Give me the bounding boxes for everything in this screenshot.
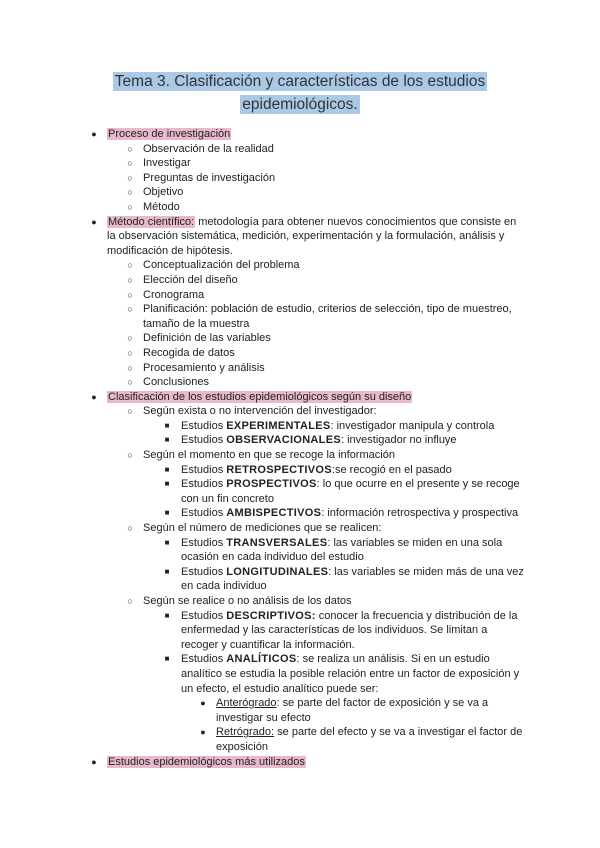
paragraph-line: modificación de hipótesis. bbox=[107, 244, 233, 257]
title-line-2: epidemiológicos. bbox=[242, 96, 358, 113]
section-heading: Clasificación de los estudios epidemiológicos según su diseño bbox=[108, 390, 412, 403]
list-item: ○ Recogida de datos bbox=[0, 346, 600, 361]
bullet-square-icon: ■ bbox=[164, 537, 170, 547]
bullet-circle-icon: ○ bbox=[127, 201, 133, 212]
list-item-continuation: un efecto, el estudio analítico puede ser: bbox=[181, 682, 379, 695]
list-item-continuation: investigar su efecto bbox=[216, 711, 311, 724]
section-clasificacion bbox=[0, 390, 600, 405]
list-item: ○ Conclusiones bbox=[0, 375, 600, 390]
bullet-circle-icon: ○ bbox=[127, 596, 133, 606]
list-item: ■ Estudios PROSPECTIVOS: lo que ocurre en el presente y se recoge bbox=[0, 477, 600, 492]
bullet-circle-icon: ○ bbox=[127, 260, 133, 271]
bullet-disc-icon: ● bbox=[91, 129, 97, 139]
list-item-continuation: tamaño de la muestra bbox=[143, 317, 250, 330]
section-estudios-utilizados bbox=[0, 755, 600, 770]
section-heading: Proceso de investigación bbox=[108, 128, 231, 140]
list-item: ○ Según el número de mediciones que se realicen: bbox=[0, 521, 600, 536]
bullet-square-icon: ■ bbox=[164, 420, 170, 430]
list-item: ○ Cronograma bbox=[0, 288, 600, 303]
list-item: ■ Estudios LONGITUDINALES: las variables se miden más de una vez bbox=[0, 565, 600, 580]
bullet-circle-icon: ○ bbox=[127, 406, 133, 417]
list-item: ○ Preguntas de investigación bbox=[0, 171, 600, 186]
list-item: ○ Observación de la realidad bbox=[0, 142, 600, 157]
bullet-disc-icon: ● bbox=[91, 391, 97, 402]
list-item: ○ Elección del diseño bbox=[0, 273, 600, 288]
list-item: ○ Según se realice o no análisis de los datos bbox=[0, 594, 600, 609]
bullet-circle-icon: ○ bbox=[127, 377, 133, 388]
bullet-circle-icon: ○ bbox=[127, 304, 133, 315]
bullet-circle-icon: ○ bbox=[127, 450, 133, 461]
list-item-continuation: enfermedad y las características de los individuos. Se limitan a bbox=[181, 624, 488, 637]
list-item-continuation: recoger y cuantificar la información. bbox=[181, 638, 355, 651]
list-item: ○ Investigar bbox=[0, 156, 600, 171]
bullet-square-icon: ■ bbox=[164, 654, 170, 664]
title-line-1: Tema 3. Clasificación y características de los estudios bbox=[114, 73, 486, 90]
list-item: ■ Estudios DESCRIPTIVOS: conocer la frecuencia y distribución de la bbox=[0, 609, 600, 624]
paragraph-line: la observación sistemática, medición, experimentación y la formulación, análisis y bbox=[107, 230, 505, 243]
bullet-circle-icon: ○ bbox=[127, 143, 133, 154]
bullet-square-icon: ■ bbox=[164, 610, 170, 620]
list-item: ○ Definición de las variables bbox=[0, 331, 600, 346]
page-title bbox=[60, 70, 540, 116]
list-item: ○ Método bbox=[0, 200, 600, 215]
list-item-continuation: ocasión en cada individuo del estudio bbox=[181, 551, 364, 564]
section-metodo: ● Método científico: metodología para obtener nuevos conocimientos que consiste en bbox=[0, 215, 600, 230]
list-item: ○ Según el momento en que se recoge la información bbox=[0, 448, 600, 463]
list-item: ● Retrógrado: se parte del efecto y se va a investigar el factor de bbox=[0, 725, 600, 740]
bullet-circle-icon: ○ bbox=[127, 362, 133, 373]
bullet-disc-icon: ● bbox=[200, 698, 206, 709]
list-item: ■ Estudios TRANSVERSALES: las variables se miden en una sola bbox=[0, 536, 600, 551]
list-item: ■ Estudios EXPERIMENTALES: investigador manipula y controla bbox=[0, 419, 600, 434]
section-proceso bbox=[0, 127, 600, 142]
bullet-circle-icon: ○ bbox=[127, 289, 133, 300]
list-item: ○ Planificación: población de estudio, criterios de selección, tipo de muestreo, bbox=[0, 302, 600, 317]
bullet-circle-icon: ○ bbox=[127, 523, 133, 534]
bullet-square-icon: ■ bbox=[164, 435, 170, 445]
bullet-circle-icon: ○ bbox=[127, 333, 133, 344]
bullet-square-icon: ■ bbox=[164, 479, 170, 489]
list-item-continuation: con un fin concreto bbox=[181, 492, 274, 505]
list-item: ■ Estudios OBSERVACIONALES: investigador no influye bbox=[0, 433, 600, 448]
list-item: ■ Estudios ANALÍTICOS: se realiza un análisis. Si en un estudio bbox=[0, 652, 600, 667]
bullet-circle-icon: ○ bbox=[127, 158, 133, 169]
term-highlight: Método científico: bbox=[108, 215, 195, 228]
section-heading: Estudios epidemiológicos más utilizados bbox=[108, 755, 305, 768]
bullet-circle-icon: ○ bbox=[127, 274, 133, 285]
bullet-circle-icon: ○ bbox=[127, 187, 133, 198]
list-item: ○ Procesamiento y análisis bbox=[0, 361, 600, 376]
bullet-circle-icon: ○ bbox=[127, 172, 133, 183]
list-item-continuation: en cada individuo bbox=[181, 580, 267, 593]
bullet-disc-icon: ● bbox=[91, 756, 97, 767]
bullet-square-icon: ■ bbox=[164, 464, 170, 474]
list-item-continuation: analítico se estudia la posible relación entre un factor de exposición y bbox=[181, 667, 520, 680]
bullet-square-icon: ■ bbox=[164, 508, 170, 518]
document-body bbox=[0, 127, 600, 769]
list-item: ○ Conceptualización del problema bbox=[0, 258, 600, 273]
bullet-disc-icon: ● bbox=[91, 216, 97, 227]
list-item: ● Anterógrado: se parte del factor de exposición y se va a bbox=[0, 696, 600, 711]
list-item: ■ Estudios AMBISPECTIVOS: información retrospectiva y prospectiva bbox=[0, 506, 600, 521]
list-item: ○ Según exista o no intervención del investigador: bbox=[0, 404, 600, 419]
list-item-continuation: exposición bbox=[216, 740, 268, 753]
list-item: ○ Objetivo bbox=[0, 185, 600, 200]
bullet-disc-icon: ● bbox=[200, 727, 206, 738]
bullet-square-icon: ■ bbox=[164, 566, 170, 576]
list-item: ■ Estudios RETROSPECTIVOS:se recogió en el pasado bbox=[0, 463, 600, 478]
bullet-circle-icon: ○ bbox=[127, 347, 133, 358]
